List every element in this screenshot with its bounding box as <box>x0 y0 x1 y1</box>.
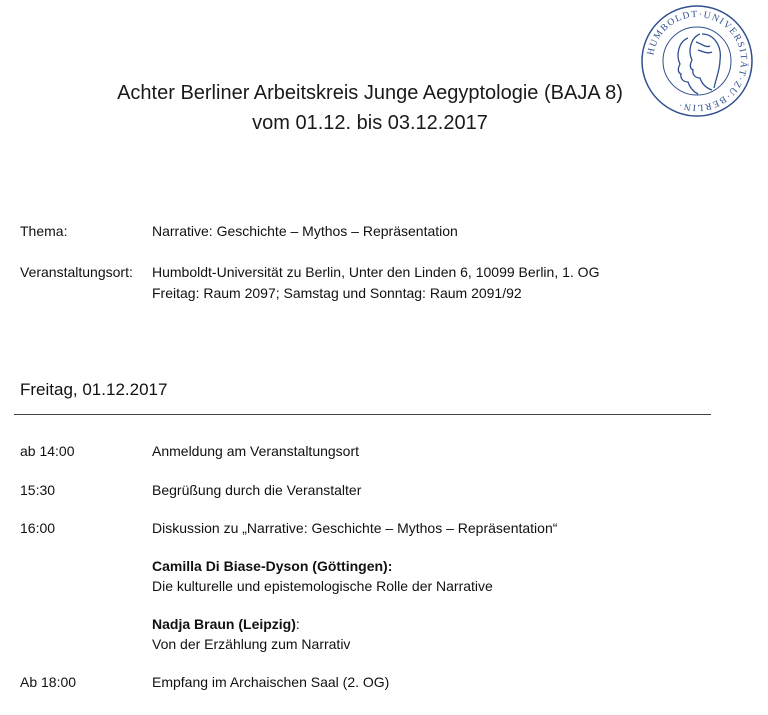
schedule-time: 15:30 <box>20 482 56 498</box>
schedule-time: 16:00 <box>20 520 56 536</box>
venue-label: Veranstaltungsort: <box>20 264 133 280</box>
document-date-range: vom 01.12. bis 03.12.2017 <box>252 112 488 134</box>
schedule-event: Begrüßung durch die Veranstalter <box>152 482 362 498</box>
schedule-event: Empfang im Archaischen Saal (2. OG) <box>152 674 390 690</box>
thema-label: Thema: <box>20 223 68 239</box>
document-title: Achter Berliner Arbeitskreis Junge Aegyptologie (BAJA 8) <box>117 82 623 104</box>
talk-title: Von der Erzählung zum Narrativ <box>152 636 351 652</box>
schedule-event: Anmeldung am Veranstaltungsort <box>152 443 360 459</box>
talk-speaker-line <box>152 614 300 634</box>
schedule-time: Ab 18:00 <box>20 674 77 690</box>
day-heading: Freitag, 01.12.2017 <box>20 380 168 399</box>
talk-speaker: Nadja Braun (Leipzig) <box>152 616 296 632</box>
talk-title: Die kulturelle und epistemologische Rolle der Narrative <box>152 578 493 594</box>
venue-address: Humboldt-Universität zu Berlin, Unter den Linden 6, 10099 Berlin, 1. OG <box>152 264 600 280</box>
svg-text:HUMBOLDT·UNIVERSITÄT·ZU·BERLIN: HUMBOLDT·UNIVERSITÄT·ZU·BERLIN· <box>646 9 749 113</box>
schedule-event: Diskussion zu „Narrative: Geschichte – Mythos – Repräsentation“ <box>152 520 558 536</box>
schedule-time: ab 14:00 <box>20 443 75 459</box>
thema-value: Narrative: Geschichte – Mythos – Repräsentation <box>152 223 458 239</box>
divider <box>14 414 711 415</box>
talk-speaker-colon: : <box>295 616 300 632</box>
talk-speaker: Camilla Di Biase-Dyson (Göttingen): <box>152 558 393 574</box>
venue-rooms: Freitag: Raum 2097; Samstag und Sonntag: Raum 2091/92 <box>152 285 522 301</box>
